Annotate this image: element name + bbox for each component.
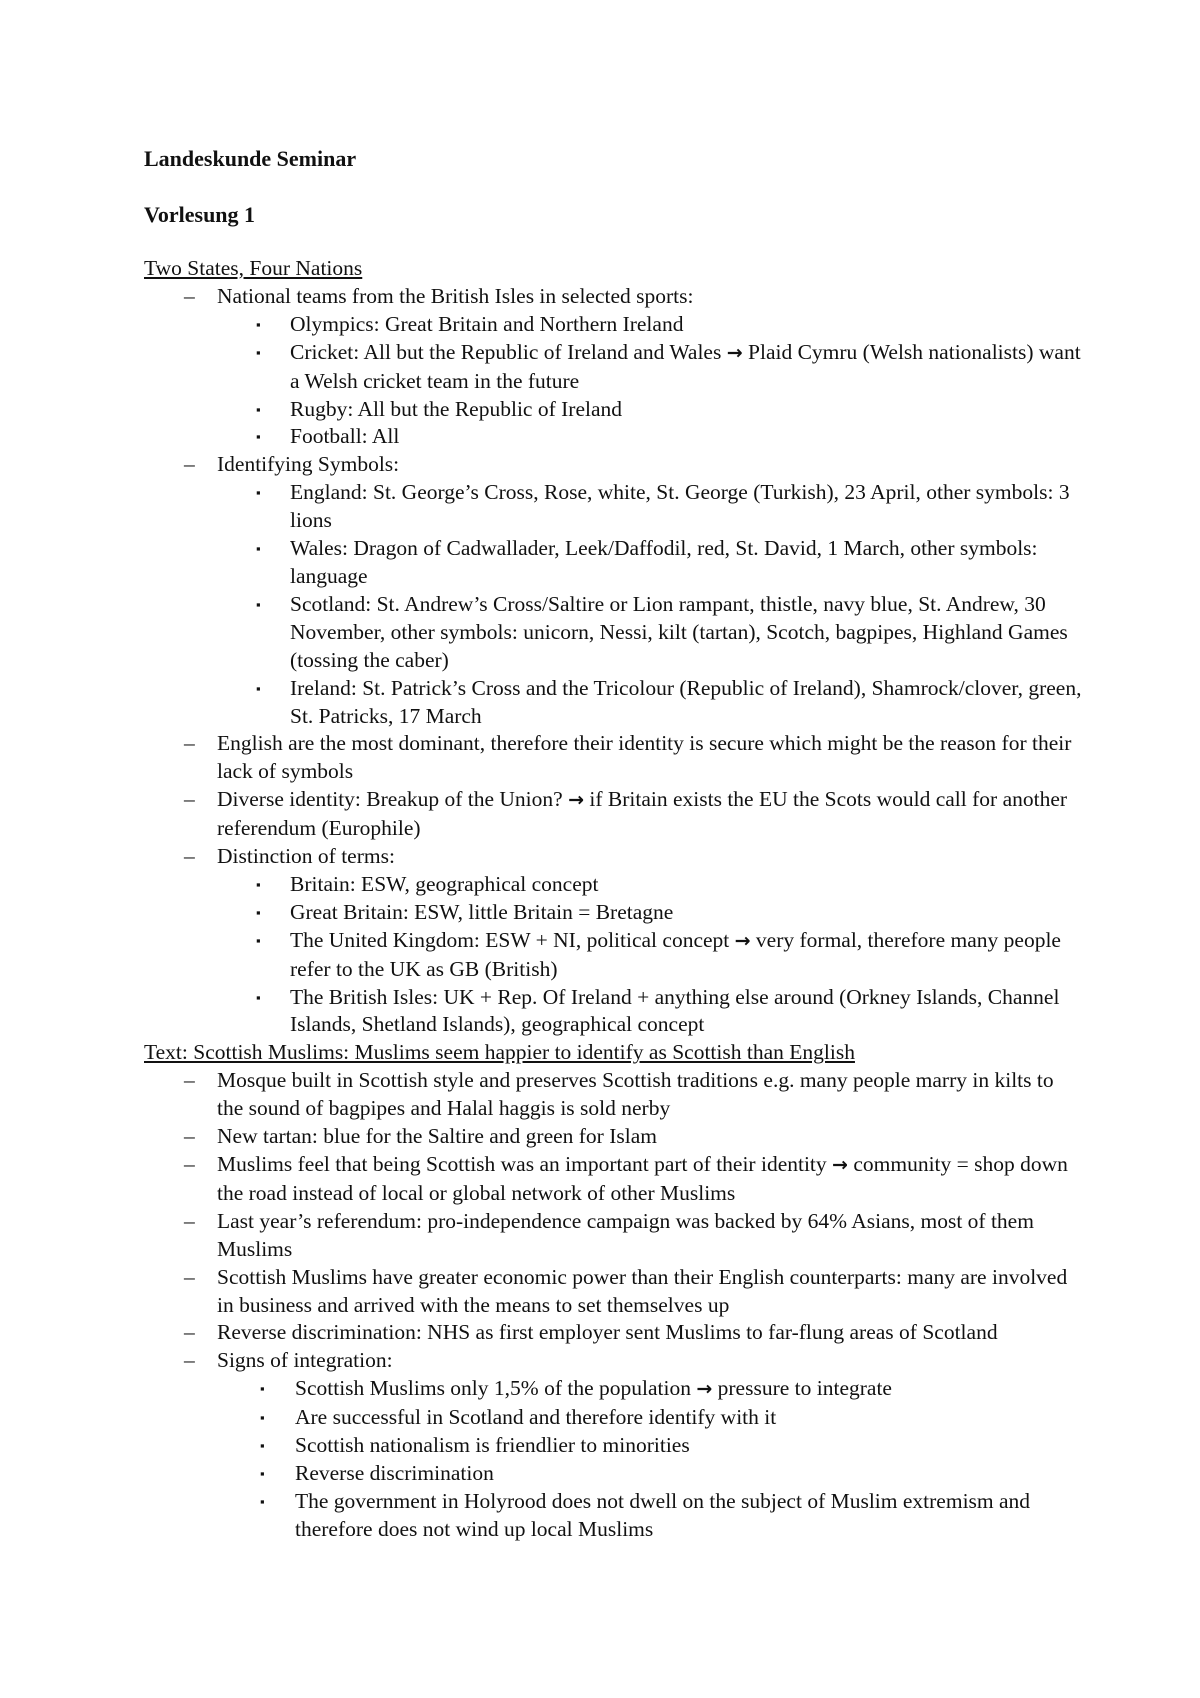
arrow-icon: → (696, 1378, 713, 1401)
sub-list-item (144, 423, 1084, 451)
dash-marker: – (184, 1320, 195, 1345)
sub-item-text: Football: All (290, 424, 400, 449)
sub-list-item (144, 1375, 1084, 1404)
sub-item-text: Reverse discrimination (295, 1460, 494, 1485)
sub-item-text (217, 1375, 1084, 1404)
section-list (144, 283, 1084, 1039)
sub-list (217, 871, 1084, 1039)
dash-marker: – (184, 844, 195, 869)
list-item (144, 843, 1084, 1039)
lecture-subtitle: Vorlesung 1 (144, 202, 256, 227)
sub-item-text (217, 927, 1084, 984)
sub-list-item (144, 1432, 1084, 1460)
arrow-icon: → (726, 341, 743, 364)
dash-marker: – (184, 1208, 195, 1233)
dash-marker: – (184, 731, 195, 756)
list-item-text (217, 1152, 1068, 1205)
sub-list (217, 311, 1084, 452)
sub-item-text: Britain: ESW, geographical concept (290, 871, 599, 896)
notes-body (144, 255, 1084, 1544)
sub-list-item (144, 1404, 1084, 1432)
sub-list-item (144, 1460, 1084, 1488)
text-part: Muslims feel that being Scottish was an important part of their identity (217, 1152, 827, 1176)
sub-list-item (144, 871, 1084, 899)
text-part: Plaid Cymru (Welsh nationalists) want a Welsh cricket team in the future (290, 339, 1081, 393)
square-bullet: ▪ (256, 541, 261, 557)
dash-marker: – (184, 1264, 195, 1289)
list-item-text: English are the most dominant, therefore their identity is secure which might be the reason for their lack of symbols (217, 731, 1072, 784)
dash-marker: – (184, 1124, 195, 1149)
text-part: The United Kingdom: ESW + NI, political concept (290, 927, 730, 952)
document-title: Landeskunde Seminar (144, 146, 357, 171)
sub-list-item (144, 591, 1084, 675)
square-bullet: ▪ (256, 485, 261, 501)
sub-item-text: Olympics: Great Britain and Northern Ireland (290, 311, 684, 336)
square-bullet: ▪ (256, 401, 261, 417)
list-item (144, 1264, 1084, 1320)
list-item (144, 786, 1084, 843)
square-bullet: ▪ (256, 344, 261, 360)
sub-list-item (144, 339, 1084, 396)
sub-list (217, 479, 1084, 730)
list-item (144, 451, 1084, 730)
text-part: Cricket: All but the Republic of Ireland and Wales (290, 339, 722, 364)
sub-item-text: England: St. George’s Cross, Rose, white, St. George (Turkish), 23 April, other symbols: 3 lions (290, 480, 1070, 533)
text-part: if Britain exists the EU the Scots would call for another referendum (Europhile) (217, 787, 1068, 841)
square-bullet: ▪ (260, 1410, 265, 1426)
square-bullet: ▪ (256, 932, 261, 948)
list-item-text: Distinction of terms: (217, 844, 395, 869)
square-bullet: ▪ (256, 596, 261, 612)
square-bullet: ▪ (260, 1493, 265, 1509)
sub-item-text: Rugby: All but the Republic of Ireland (290, 396, 623, 421)
arrow-icon: → (568, 789, 584, 812)
sub-list-item (144, 899, 1084, 927)
square-bullet: ▪ (260, 1381, 265, 1397)
list-item-text: Mosque built in Scottish style and preserves Scottish traditions e.g. many people marry in kilts to the sound of bagpipes and Halal haggis is sold nerby (217, 1068, 1054, 1121)
sub-list-item (144, 984, 1084, 1040)
list-item (144, 1067, 1084, 1123)
list-item (144, 1347, 1084, 1543)
sub-list-item (144, 1488, 1084, 1544)
sub-item-text: Wales: Dragon of Cadwallader, Leek/Daffodil, red, St. David, 1 March, other symbols: language (290, 536, 1038, 588)
section-heading-scottish-muslims: Text: Scottish Muslims: Muslims seem happier to identify as Scottish than English (144, 1040, 855, 1065)
sub-item-text: Scottish nationalism is friendlier to minorities (295, 1433, 690, 1458)
sub-list-item (144, 535, 1084, 591)
list-item (144, 1123, 1084, 1151)
sub-list-item (144, 927, 1084, 984)
sub-item-text: The government in Holyrood does not dwell on the subject of Muslim extremism and therefore does not wind up local Muslims (295, 1488, 1031, 1541)
list-item-text: Identifying Symbols: (217, 452, 400, 477)
list-item-text: Signs of integration: (217, 1348, 393, 1373)
square-bullet: ▪ (260, 1465, 265, 1481)
sub-item-text: The British Isles: UK + Rep. Of Ireland + anything else around (Orkney Islands, Channel Islands, Shetland Islands), geographical concept (290, 984, 1060, 1037)
list-item (144, 730, 1084, 786)
list-item (144, 1319, 1084, 1347)
list-item-text: National teams from the British Isles in selected sports: (217, 283, 694, 308)
square-bullet: ▪ (256, 989, 261, 1005)
list-item-text (217, 787, 1067, 840)
list-item-text: Reverse discrimination: NHS as first employer sent Muslims to far-flung areas of Scotland (217, 1320, 998, 1345)
text-part: Scottish Muslims only 1,5% of the population (295, 1376, 691, 1401)
sub-list-item (144, 396, 1084, 424)
dash-marker: – (184, 1348, 195, 1373)
list-item-text: Last year’s referendum: pro-independence campaign was backed by 64% Asians, most of them Muslims (217, 1208, 1034, 1261)
sub-item-text: Ireland: St. Patrick’s Cross and the Tricolour (Republic of Ireland), Shamrock/clover, green, St. Patricks, 17 March (290, 675, 1082, 728)
text-part: Diverse identity: Breakup of the Union? (217, 787, 563, 812)
sub-list-item (144, 675, 1084, 731)
dash-marker: – (184, 452, 195, 477)
list-item-text: New tartan: blue for the Saltire and green for Islam (217, 1124, 657, 1149)
square-bullet: ▪ (260, 1438, 265, 1454)
list-item (144, 1208, 1084, 1264)
square-bullet: ▪ (256, 429, 261, 445)
text-part: very formal, therefore many people refer to the UK as GB (British) (290, 927, 1061, 981)
list-item (144, 283, 1084, 451)
sub-item-text: Great Britain: ESW, little Britain = Bretagne (290, 899, 674, 924)
square-bullet: ▪ (256, 680, 261, 696)
text-part: community = shop down the road instead of local or global network of other Muslims (217, 1152, 1068, 1205)
section-heading-two-states: Two States, Four Nations (144, 256, 363, 280)
sub-item-text: Are successful in Scotland and therefore identify with it (295, 1405, 777, 1430)
dash-marker: – (184, 1152, 195, 1176)
sub-item-text: Scotland: St. Andrew’s Cross/Saltire or Lion rampant, thistle, navy blue, St. Andrew, 30 November, other symbols: unicorn, Nessi, kilt (tartan), Scotch, bagpipes, Highland Games (tossing the caber) (290, 591, 1068, 672)
sub-list-item (144, 311, 1084, 339)
square-bullet: ▪ (256, 316, 261, 332)
square-bullet: ▪ (256, 904, 261, 920)
list-item (144, 1151, 1084, 1208)
arrow-icon: → (832, 1154, 848, 1176)
dash-marker: – (184, 283, 195, 308)
sub-list-item (144, 479, 1084, 535)
square-bullet: ▪ (256, 876, 261, 892)
list-item-text: Scottish Muslims have greater economic power than their English counterparts: many are involved in business and arrived with the means to set themselves up (217, 1264, 1068, 1317)
text-part: pressure to integrate (717, 1376, 892, 1401)
dash-marker: – (184, 787, 195, 812)
section-list (144, 1067, 1084, 1543)
sub-list (217, 1375, 1084, 1543)
arrow-icon: → (734, 929, 751, 952)
sub-item-text (217, 339, 1084, 396)
dash-marker: – (184, 1068, 195, 1093)
